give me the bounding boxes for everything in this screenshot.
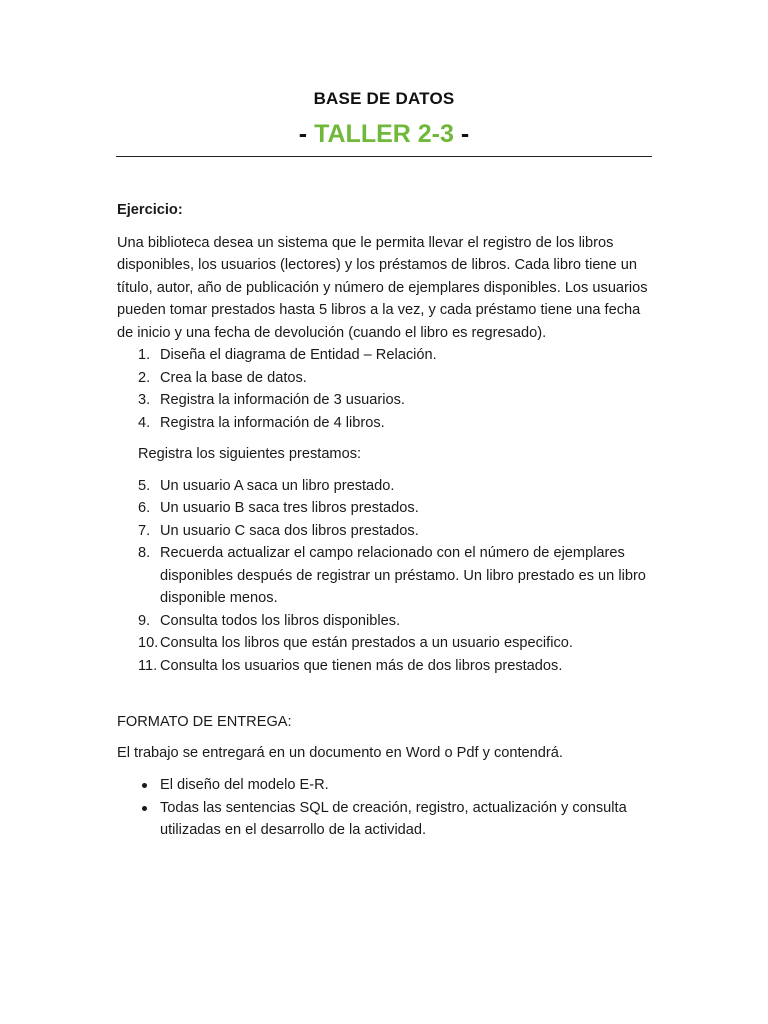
list-item [117, 412, 657, 435]
list-item-text: Crea la base de datos. [160, 369, 307, 386]
document-body [117, 199, 657, 842]
subject-title: BASE DE DATOS [313, 89, 455, 108]
task-list-update [117, 542, 657, 610]
list-item [117, 344, 657, 367]
list-item-text: Registra la información de 3 usuarios. [160, 392, 405, 408]
list-item [117, 632, 657, 655]
list-item-text: Consulta los libros que están prestados a un usuario especifico. [160, 635, 573, 651]
list-item [117, 475, 657, 498]
loans-intro: Registra los siguientes prestamos: [138, 446, 362, 462]
workshop-title [0, 120, 768, 149]
list-item-number: 10. [138, 635, 159, 651]
list-item-text: Un usuario B saca tres libros prestados. [160, 500, 419, 516]
list-item-number: 6. [138, 500, 151, 516]
delivery-intro: El trabajo se entregará en un documento en Word o Pdf y contendrá. [117, 744, 563, 761]
task-list-setup [117, 344, 657, 434]
list-item-number: 9. [138, 612, 151, 629]
list-item-text: Recuerda actualizar el campo relacionado con el número de ejemplares disponibles después de registrar un préstamo. Un libro prestado es un libro disponible menos. [160, 545, 646, 606]
bullet-icon [142, 806, 147, 811]
list-item-text: Consulta los usuarios que tienen más de dos libros prestados. [160, 657, 563, 674]
list-item-number: 7. [138, 522, 151, 539]
dash-left: - [298, 120, 315, 148]
list-item [117, 655, 657, 678]
list-item [117, 774, 657, 797]
workshop-name: TALLER 2-3 [314, 120, 454, 148]
list-item [117, 389, 657, 412]
list-item [117, 797, 657, 842]
list-item-text: Diseña el diagrama de Entidad – Relación. [160, 347, 437, 363]
list-item-number: 5. [138, 477, 151, 494]
list-item-number: 4. [138, 414, 151, 431]
list-item [117, 367, 657, 390]
list-item [117, 520, 657, 543]
exercise-description: Una biblioteca desea un sistema que le permita llevar el registro de los libros disponibles, los usuarios (lectores) y los préstamos de libros. Cada libro tiene un título, autor, año de publicación y número de ejemplares disponibles. Los usuarios pueden tomar prestados hasta 5 libros a la vez, y cada préstamo tiene una fecha de inicio y una fecha de devolución (cuando el libro es regresado). [117, 234, 648, 341]
delivery-format-title: FORMATO DE ENTREGA: [117, 714, 292, 730]
list-item-number: 3. [138, 392, 151, 408]
list-item-text: El diseño del modelo E-R. [160, 777, 329, 793]
bullet-icon [142, 783, 147, 788]
list-item-text: Registra la información de 4 libros. [160, 414, 385, 431]
dash-right: - [453, 120, 470, 148]
list-item-text: Todas las sentencias SQL de creación, registro, actualización y consulta utilizadas en el desarrollo de la actividad. [160, 799, 627, 838]
task-list-queries [117, 610, 657, 678]
list-item [117, 497, 657, 520]
title-divider [116, 156, 652, 157]
list-item-number: 2. [138, 369, 151, 386]
list-item-number: 11. [138, 657, 158, 674]
list-item [117, 610, 657, 633]
list-item [117, 542, 657, 610]
list-item-number: 1. [138, 347, 151, 363]
list-item-number: 8. [138, 545, 151, 561]
task-list-loans [117, 475, 657, 543]
list-item-text: Consulta todos los libros disponibles. [160, 612, 401, 629]
list-item-text: Un usuario C saca dos libros prestados. [160, 522, 419, 539]
delivery-items [117, 774, 657, 842]
list-item-text: Un usuario A saca un libro prestado. [160, 477, 395, 494]
exercise-label: Ejercicio: [117, 202, 183, 218]
